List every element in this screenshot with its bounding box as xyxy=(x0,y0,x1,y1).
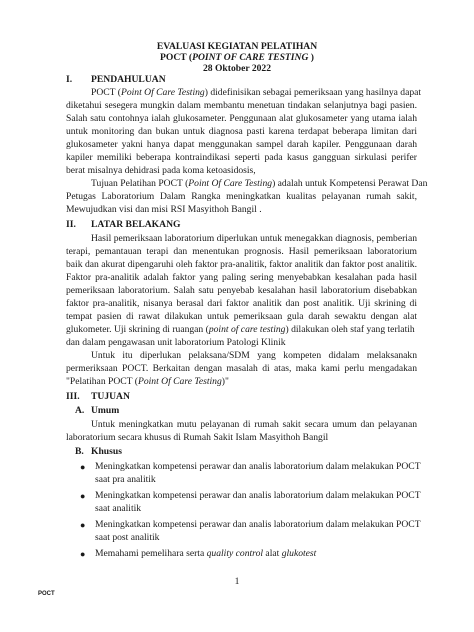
s3-a-line-2: laboratorium secara khusus di Rumah Sakit Islam Masyithoh Bangil xyxy=(66,432,329,443)
item-4-c: alat xyxy=(263,548,282,559)
subsection-a-label: A. xyxy=(75,405,85,416)
subtitle-post: ) xyxy=(308,52,314,63)
doc-date: 28 Oktober 2022 xyxy=(202,63,272,74)
s2-p2-line-2: permeriksaan POCT. Berkaitan dengan masalah di atas, maka kami perlu mengadakan xyxy=(66,363,417,374)
section-1-number: I. xyxy=(66,74,73,85)
s1-p2-l1-a: Tujuan Pelatihan POCT ( xyxy=(91,178,189,189)
s1-p2-l1-c: ) adalah untuk Kompetensi Perawat Dan xyxy=(272,178,428,189)
doc-title: EVALUASI KEGIATAN PELATIHAN xyxy=(156,41,318,52)
s2-p1-line-3: baik dan akurat dipengaruhi oleh faktor pra-analitik, faktor analitik dan faktor post analitik. xyxy=(66,259,417,270)
page-number: 1 xyxy=(234,576,240,587)
khusus-item-1-line-1: Meningkatkan kompetensi perawar dan analis laboratorium dalam melakukan POCT xyxy=(95,461,421,472)
s3-a-line-1: Untuk meningkatkan mutu pelayanan di rumah sakit secara umum dan pelayanan xyxy=(91,419,417,430)
s2-p1-line-2: terapi, pemantauan terapi dan menentukan prognosis. Hasil pemeriksaan laboratorium xyxy=(66,246,417,257)
footer-label: POCT xyxy=(38,591,55,597)
subsection-a-heading: Umum xyxy=(91,405,120,416)
bullet-dot-icon: ● xyxy=(80,491,86,501)
section-1-heading: PENDAHULUAN xyxy=(91,74,166,85)
khusus-item-3-line-1: Meningkatkan kompetensi perawar dan analis laboratorium dalam melakukan POCT xyxy=(95,519,421,530)
s1-p1-line-7: berat misalnya dehidrasi pada koma ketoasidosis, xyxy=(66,165,256,176)
s2-p1-line-1: Hasil pemeriksaan laboratorium diperlukan untuk menegakkan diagnosis, pemberian xyxy=(91,233,417,244)
bullet-dot-icon: ● xyxy=(80,549,86,559)
s1-p1-line-1 xyxy=(91,87,421,99)
s2-p1-line-6: faktor pra-analitik, nisanya berasal dari faktor analitik dan post analitik. Uji skrining di xyxy=(66,298,417,309)
subsection-b-heading: Khusus xyxy=(91,446,122,457)
section-2-heading: LATAR BELAKANG xyxy=(91,219,181,230)
item-4-italic-1: quality control xyxy=(206,548,264,559)
s1-p1-line-2: diketahui sesegera mungkin dalam membantu menetuan tindakan selanjutnya bagi pasien. xyxy=(66,100,417,111)
s1-p1-l1-c: ) didefinisikan sebagai pemeriksaan yang hasilnya dapat xyxy=(204,87,422,98)
khusus-item-1-line-2: saat pra analitik xyxy=(95,474,156,485)
s1-p2-line-3: Mewujudkan visi dan misi RSI Masyithoh Bangil . xyxy=(66,204,262,215)
bullet-dot-icon: ● xyxy=(80,462,86,472)
s2-p2-l3-a: "Pelatihan POCT ( xyxy=(66,376,138,387)
s1-p1-line-6: kapiler memiliki beberapa kontraindikasi seperti pada kasus gangguan sirkulasi perifer xyxy=(66,152,417,163)
s1-p1-line-4: untuk monitoring dan bukan untuk diagnosa pasti karena terdapat beberapa limitan dari xyxy=(66,126,417,137)
s1-p1-line-3: Salah satu contohnya ialah glukosameter. Penggunaan alat glukosameter yang utama ialah xyxy=(66,113,417,124)
khusus-item-4 xyxy=(95,548,316,560)
s1-p2-line-1 xyxy=(91,178,427,190)
s2-p1-l8-a: glukometer. Uji skrining di ruangan ( xyxy=(66,324,209,335)
item-4-italic-2: glukotest xyxy=(281,548,317,559)
s2-p2-l3-c: )" xyxy=(221,376,229,387)
s2-p1-l8-c: ) dilakukan oleh staf yang terlatih xyxy=(285,324,415,335)
s2-p1-line-9: dan dalam pengawasan unit laboratorium Patologi Klinik xyxy=(66,337,286,348)
s2-p2-line-1: Untuk itu diperlukan pelaksana/SDM yang kompeten didalam melaksanakn xyxy=(91,350,417,361)
s1-p1-line-5: glukosameter yakni hanya dapat menggunakan sampel darah kapiler. Penggunaan darah xyxy=(66,139,417,150)
khusus-item-3-line-2: saat post analitik xyxy=(95,532,160,543)
s2-p1-line-4: Faktor pra-analitik adalah faktor yang paling sering menyebabkan kesalahan pada hasil xyxy=(66,272,417,283)
s2-p2-line-3 xyxy=(66,376,229,388)
s1-p2-line-2: Petugas Laboratorium Dalam Rangka meningkatkan kualitas pelayanan rumah sakit, xyxy=(66,191,417,202)
s2-p1-l8-italic: point of care testing xyxy=(208,324,286,335)
s2-p1-line-5: pemeriksaan laboratorium. Salah satu penyebab kesalahan hasil laboratorium disebabkan xyxy=(66,285,417,296)
subtitle-italic: POINT OF CARE TESTING xyxy=(192,52,309,63)
s2-p1-line-8 xyxy=(66,324,415,336)
item-4-a: Memahami pemelihara serta xyxy=(95,548,207,559)
s2-p2-l3-italic: Point Of Care Testing xyxy=(137,376,222,387)
section-2-number: II. xyxy=(66,219,76,230)
khusus-item-2-line-1: Meningkatkan kompetensi perawar dan analis laboratorium dalam melakukan POCT xyxy=(95,490,421,501)
bullet-dot-icon: ● xyxy=(80,520,86,530)
s1-p2-l1-italic: Point Of Care Testing xyxy=(188,178,273,189)
section-3-heading: TUJUAN xyxy=(91,391,130,402)
subsection-b-label: B. xyxy=(75,446,84,457)
s1-p1-l1-italic: Point Of Care Testing xyxy=(120,87,205,98)
section-3-number: III. xyxy=(66,391,80,402)
khusus-item-2-line-2: saat analitik xyxy=(95,503,142,514)
s2-p1-line-7: tempat pasien di rawat dilakukan untuk pemeriksaan gula darah sewaktu dengan alat xyxy=(66,311,417,322)
s1-p1-l1-a: POCT ( xyxy=(91,87,121,98)
subtitle-pre: POCT ( xyxy=(160,52,193,63)
